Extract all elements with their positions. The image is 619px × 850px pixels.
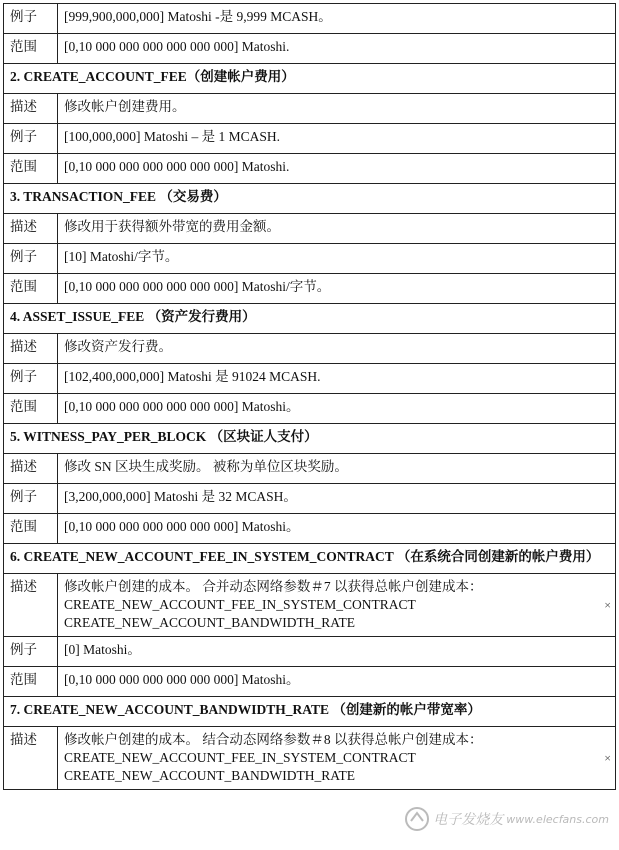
row-text: [0,10 000 000 000 000 000 000] Matoshi. <box>58 154 616 184</box>
row-text <box>58 727 616 790</box>
row-text: [0,10 000 000 000 000 000 000] Matoshi. <box>58 34 616 64</box>
section-header: 3. TRANSACTION_FEE （交易费） <box>4 184 616 214</box>
description-line: 修改帐户创建的成本。 结合动态网络参数＃8 以获得总帐户创建成本： <box>64 732 483 747</box>
table-row <box>4 514 616 544</box>
table-row <box>4 124 616 154</box>
table-row <box>4 484 616 514</box>
row-text: [100,000,000] Matoshi – 是 1 MCASH. <box>58 124 616 154</box>
section-header-row <box>4 544 616 574</box>
table-row <box>4 244 616 274</box>
row-label: 描述 <box>4 454 58 484</box>
row-label: 例子 <box>4 4 58 34</box>
formula-term: CREATE_NEW_ACCOUNT_FEE_IN_SYSTEM_CONTRACT <box>64 750 416 765</box>
row-label: 范围 <box>4 34 58 64</box>
watermark <box>404 806 609 832</box>
row-text: [0,10 000 000 000 000 000 000] Matoshi/字节。 <box>58 274 616 304</box>
row-label: 描述 <box>4 214 58 244</box>
table-row <box>4 667 616 697</box>
description-line: 修改帐户创建的成本。 合并动态网络参数＃7 以获得总帐户创建成本： <box>64 579 483 594</box>
row-text: 修改资产发行费。 <box>58 334 616 364</box>
row-text: [3,200,000,000] Matoshi 是 32 MCASH。 <box>58 484 616 514</box>
formula-line <box>64 749 609 767</box>
section-header: 6. CREATE_NEW_ACCOUNT_FEE_IN_SYSTEM_CONTRACT （在系统合同创建新的帐户费用） <box>4 544 616 574</box>
section-header-row <box>4 304 616 334</box>
row-text: [0,10 000 000 000 000 000 000] Matoshi。 <box>58 667 616 697</box>
formula-line: CREATE_NEW_ACCOUNT_BANDWIDTH_RATE <box>64 768 355 783</box>
formula-line <box>64 596 609 614</box>
row-label: 描述 <box>4 574 58 637</box>
table-row <box>4 727 616 790</box>
row-label: 例子 <box>4 364 58 394</box>
row-label: 例子 <box>4 124 58 154</box>
multiply-sign: × <box>604 751 611 765</box>
row-label: 范围 <box>4 274 58 304</box>
row-text: 修改 SN 区块生成奖励。 被称为单位区块奖励。 <box>58 454 616 484</box>
row-text: 修改帐户创建费用。 <box>58 94 616 124</box>
row-label: 例子 <box>4 244 58 274</box>
row-text: [999,900,000,000] Matoshi -是 9,999 MCASH。 <box>58 4 616 34</box>
row-label: 描述 <box>4 727 58 790</box>
row-label: 范围 <box>4 394 58 424</box>
row-label: 例子 <box>4 484 58 514</box>
table-row <box>4 4 616 34</box>
table-row <box>4 334 616 364</box>
table-row <box>4 364 616 394</box>
formula-line: CREATE_NEW_ACCOUNT_BANDWIDTH_RATE <box>64 615 355 630</box>
row-label: 描述 <box>4 334 58 364</box>
section-header: 4. ASSET_ISSUE_FEE （资产发行费用） <box>4 304 616 334</box>
row-text: [0] Matoshi。 <box>58 637 616 667</box>
row-text: [10] Matoshi/字节。 <box>58 244 616 274</box>
row-text: [102,400,000,000] Matoshi 是 91024 MCASH. <box>58 364 616 394</box>
table-row <box>4 574 616 637</box>
row-text: [0,10 000 000 000 000 000 000] Matoshi。 <box>58 394 616 424</box>
section-header: 5. WITNESS_PAY_PER_BLOCK （区块证人支付） <box>4 424 616 454</box>
section-header: 7. CREATE_NEW_ACCOUNT_BANDWIDTH_RATE （创建新的帐户带宽率） <box>4 697 616 727</box>
section-header-row <box>4 64 616 94</box>
row-label: 范围 <box>4 514 58 544</box>
row-text: 修改用于获得额外带宽的费用金额。 <box>58 214 616 244</box>
section-header-row <box>4 184 616 214</box>
table-row <box>4 637 616 667</box>
table-row <box>4 274 616 304</box>
formula-term: CREATE_NEW_ACCOUNT_FEE_IN_SYSTEM_CONTRACT <box>64 597 416 612</box>
parameter-table <box>3 3 616 790</box>
row-label: 范围 <box>4 154 58 184</box>
row-text <box>58 574 616 637</box>
table-row <box>4 454 616 484</box>
table-row <box>4 94 616 124</box>
table-row <box>4 394 616 424</box>
multiply-sign: × <box>604 598 611 612</box>
row-text: [0,10 000 000 000 000 000 000] Matoshi。 <box>58 514 616 544</box>
table-row <box>4 214 616 244</box>
row-label: 范围 <box>4 667 58 697</box>
watermark-text: 电子发烧友 <box>433 812 504 828</box>
table-row <box>4 154 616 184</box>
section-header-row <box>4 424 616 454</box>
section-header: 2. CREATE_ACCOUNT_FEE（创建帐户费用） <box>4 64 616 94</box>
elecfans-logo-icon <box>404 806 430 832</box>
row-label: 例子 <box>4 637 58 667</box>
watermark-url: www.elecfans.com <box>506 812 609 826</box>
table-row <box>4 34 616 64</box>
section-header-row <box>4 697 616 727</box>
row-label: 描述 <box>4 94 58 124</box>
